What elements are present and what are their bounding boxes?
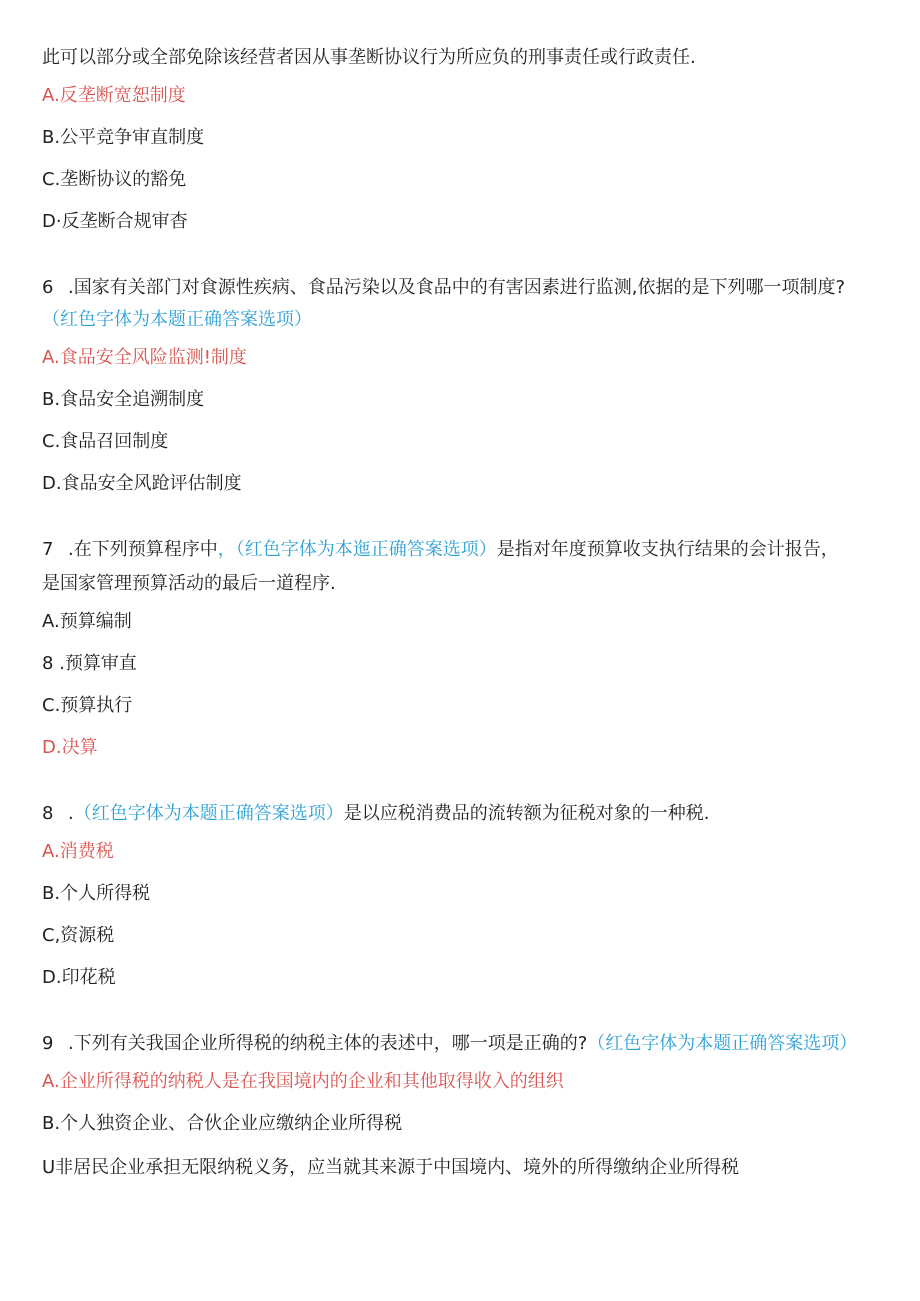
q8-hint: （红色字体为本题正确答案选项）: [73, 803, 344, 824]
q7-option-d: D.决算: [42, 737, 98, 758]
q7-number: 7: [42, 539, 54, 560]
q8-option-b: B.个人所得税: [42, 883, 151, 904]
q8-stem-after: 是以应税消费品的流转额为征税对象的一种税.: [343, 803, 710, 824]
q9-stem-text: .下列有关我国企业所得税的纳税主体的表述中，哪一项是正确的?: [68, 1033, 588, 1054]
q6-hint: （红色字体为本题正确答案选项）: [42, 309, 312, 330]
q6-stem: [42, 276, 845, 300]
q5-option-c: C.垄断协议的豁免: [42, 169, 187, 190]
q9-number: 9: [42, 1033, 54, 1054]
q7-option-c: C.预算执行: [42, 695, 133, 716]
q5-option-d: D·反垄断合规审杳: [42, 211, 188, 232]
q8-stem: [42, 802, 709, 826]
q6-option-c: C.食品召回制度: [42, 431, 169, 452]
q8-option-d: D.印花税: [42, 967, 116, 988]
q7-stem-before: .在下列预算程序中: [68, 539, 218, 560]
q7-option-b: 8 .预算审直: [42, 653, 137, 674]
q8-stem-before: .: [68, 803, 74, 824]
q8-option-c: C,资源税: [42, 925, 115, 946]
q8-option-a: A.消费税: [42, 841, 114, 862]
q5-option-b: B.公平竞争审直制度: [42, 127, 205, 148]
q7-stem-after: 是指对年度预算收支执行结果的会计报告，: [496, 539, 839, 560]
q6-stem-text: .国家有关部门对食源性疾病、食品污染以及食品中的有害因素进行监测,依据的是下列哪一项制度?: [68, 277, 845, 298]
q7-stem-line2: 是国家管理预算活动的最后一道程序.: [42, 573, 336, 594]
q7-stem: [42, 538, 839, 562]
q9-option-c: U非居民企业承担无限纳税义务，应当就其来源于中国境内、境外的所得缴纳企业所得税: [42, 1157, 740, 1178]
q9-option-a: A.企业所得税的纳税人是在我国境内的企业和其他取得收入的组织: [42, 1071, 564, 1092]
q7-hint: ，（红色字体为本迤正确答案选项）: [217, 539, 497, 560]
q6-option-a: A.食品安全风险监测!制度: [42, 347, 247, 368]
q7-option-a: A.预算编制: [42, 611, 132, 632]
q5-option-a: A.反垄断宽恕制度: [42, 85, 186, 106]
q8-number: 8: [42, 803, 54, 824]
q6-option-d: D.食品安全风跄评估制度: [42, 473, 242, 494]
q6-option-b: B.食品安全追溯制度: [42, 389, 205, 410]
q9-option-b: B.个人独资企业、合伙企业应缴纳企业所得税: [42, 1113, 403, 1134]
q9-hint: （红色字体为本题正确答案选项）: [587, 1033, 858, 1054]
q5-stem-tail: 此可以部分或全部免除该经营者因从事垄断协议行为所应负的刑事责任或行政责任.: [42, 47, 696, 68]
q6-number: 6: [42, 277, 54, 298]
q9-stem: [42, 1032, 857, 1056]
